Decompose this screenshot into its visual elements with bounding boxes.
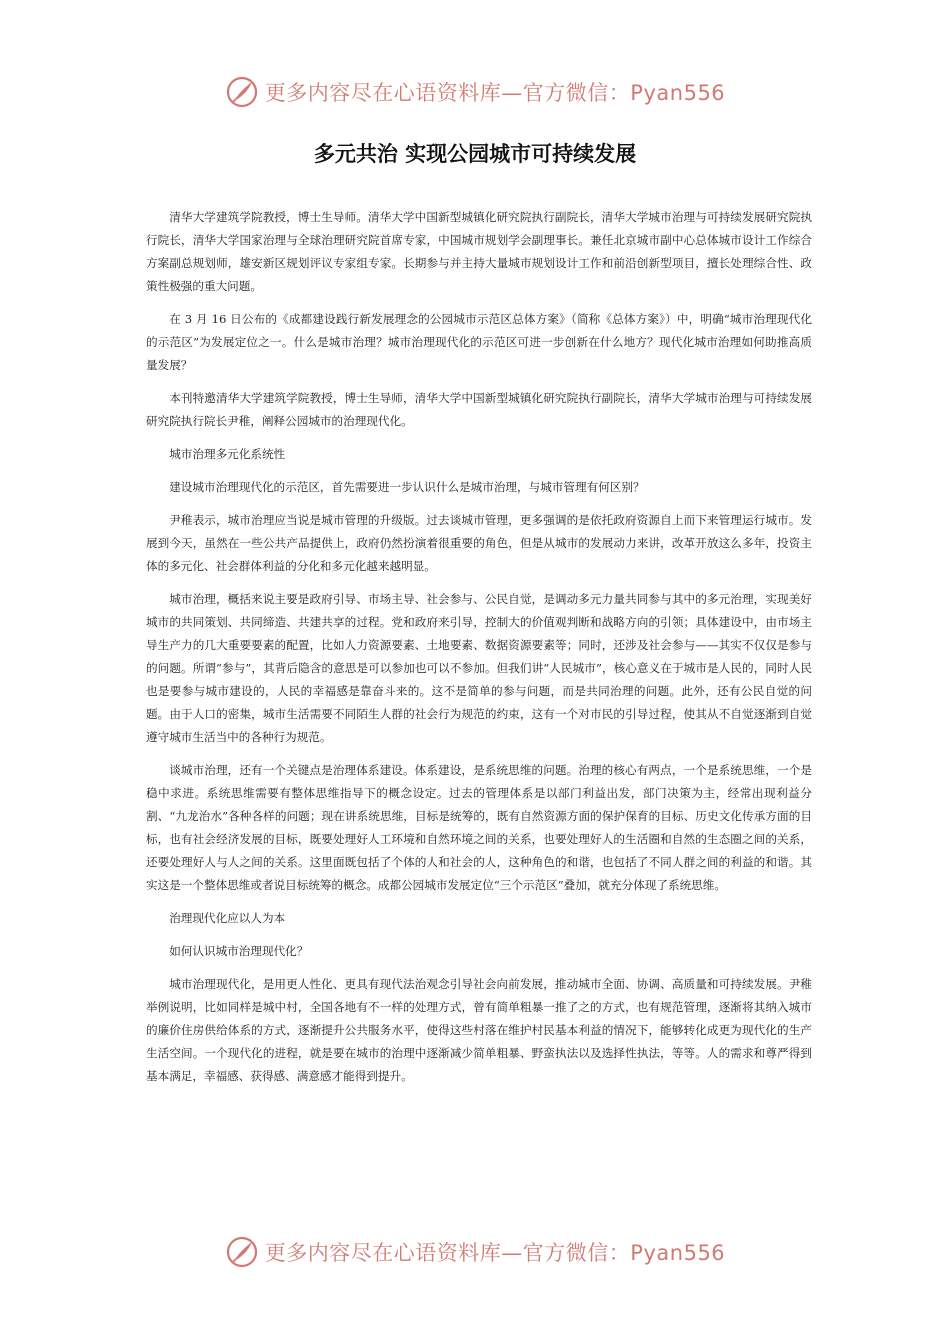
feather-pen-logo-icon: [225, 75, 259, 109]
paragraph: 城市治理，概括来说主要是政府引导、市场主导、社会参与、公民自觉，是调动多元力量共同参与其中的多元治理，实现美好城市的共同策划、共同缔造、共建共享的过程。党和政府来引导，控制大的价值观判断和战略方向的引领；具体建设中，由市场主导生产力的几大重要要素的配置，比如人力资源要素、土地要素、数据资源要素等；同时，还涉及社会参与——其实不仅仅是参与的问题。所谓“参与”，其背后隐含的意思是可以参加也可以不参加。但我们讲“人民城市”，核心意义在于城市是人民的，同时人民也是要参与城市建设的，人民的幸福感是靠奋斗来的。这不是简单的参与问题，而是共同治理的问题。此外，还有公民自觉的问题。由于人口的密集，城市生活需要不同陌生人群的社会行为规范的约束，这有一个对市民的引导过程，使其从不自觉逐渐到自觉遵守城市生活当中的各种行为规范。: [146, 592, 812, 744]
paragraph: 谈城市治理，还有一个关键点是治理体系建设。体系建设，是系统思维的问题。治理的核心有两点，一个是系统思维，一个是稳中求进。系统思维需要有整体思维指导下的概念设定。过去的管理体系是以部门利益出发，部门决策为主，经常出现利益分割、“九龙治水”各种各样的问题；现在讲系统思维，目标是统筹的，既有自然资源方面的保护保育的目标、历史文化传承方面的目标，也有社会经济发展的目标，既要处理好人工环境和自然环境之间的关系，也要处理好人的生活圈和自然的生态圈之间的关系，还要处理好人与人之间的关系。这里面既包括了个体的人和社会的人，这种角色的和谐，也包括了不同人群之间的利益的和谐。其实这是一个整体思维或者说目标统筹的概念。成都公园城市发展定位“三个示范区”叠加，就充分体现了系统思维。: [146, 763, 812, 892]
paragraph: 城市治理现代化，是用更人性化、更具有现代法治观念引导社会向前发展，推动城市全面、协调、高质量和可持续发展。尹稚举例说明，比如同样是城中村，全国各地有不一样的处理方式，曾有简单粗暴一推了之的方式，也有规范管理，逐渐将其纳入城市的廉价住房供给体系的方式，逐渐提升公共服务水平，使得这些村落在维护村民基本利益的情况下，能够转化成更为现代化的生产生活空间。一个现代化的进程，就是要在城市的治理中逐渐减少简单粗暴、野蛮执法以及选择性执法，等等。人的需求和尊严得到基本满足，幸福感、获得感、满意感才能得到提升。: [146, 977, 812, 1083]
paragraph: 尹稚表示，城市治理应当说是城市管理的升级版。过去谈城市管理，更多强调的是依托政府资源自上而下来管理运行城市。发展到今天，虽然在一些公共产品提供上，政府仍然扮演着很重要的角色，但是从城市的发展动力来讲，改革开放这么多年，投资主体的多元化、社会群体利益的分化和多元化越来越明显。: [146, 513, 812, 573]
paragraph: 建设城市治理现代化的示范区，首先需要进一步认识什么是城市治理，与城市管理有何区别？: [169, 480, 645, 494]
paragraph: 在 3 月 16 日公布的《成都建设践行新发展理念的公园城市示范区总体方案》（简称《总体方案》）中，明确“城市治理现代化的示范区”为发展定位之一。什么是城市治理？城市治理现代化的示范区可进一步创新在什么地方？现代化城市治理如何助推高质量发展？: [146, 312, 812, 372]
section-heading: 城市治理多元化系统性: [169, 447, 286, 461]
document-title: 多元共治 实现公园城市可持续发展: [313, 142, 637, 166]
header-banner: [0, 72, 950, 112]
banner-text: 更多内容尽在心语资料库—官方微信：Pyan556: [264, 81, 726, 105]
feather-pen-logo-icon: [225, 1235, 259, 1269]
banner-text: 更多内容尽在心语资料库—官方微信：Pyan556: [264, 1241, 726, 1265]
paragraph: 清华大学建筑学院教授，博士生导师。清华大学中国新型城镇化研究院执行副院长，清华大学城市治理与可持续发展研究院执行院长，清华大学国家治理与全球治理研究院首席专家，中国城市规划学会副理事长。兼任北京城市副中心总体城市设计工作综合方案副总规划师，雄安新区规划评议专家组专家。长期参与并主持大量城市规划设计工作和前沿创新型项目，擅长处理综合性、政策性极强的重大问题。: [146, 210, 812, 293]
article-body: [146, 206, 812, 1098]
paragraph: 本刊特邀清华大学建筑学院教授，博士生导师，清华大学中国新型城镇化研究院执行副院长，清华大学城市治理与可持续发展研究院执行院长尹稚，阐释公园城市的治理现代化。: [146, 391, 812, 428]
footer-banner: [0, 1232, 950, 1272]
section-heading: 治理现代化应以人为本: [169, 911, 286, 925]
paragraph: 如何认识城市治理现代化？: [169, 944, 309, 958]
